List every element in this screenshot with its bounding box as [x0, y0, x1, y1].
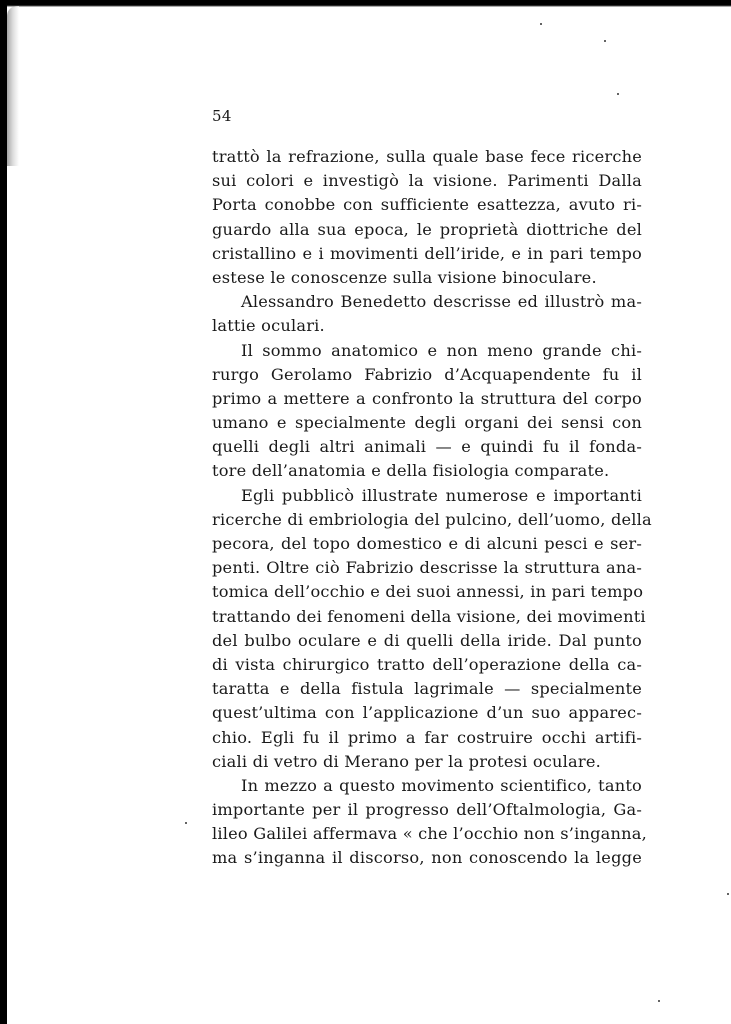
paragraph	[212, 774, 647, 871]
text-line: Alessandro Benedetto descrisse ed illustrò ma-	[241, 292, 642, 312]
scan-speck	[540, 23, 542, 25]
text-line: Porta conobbe con sufficiente esattezza, avuto ri-	[212, 195, 642, 215]
text-line: ricerche di embriologia del pulcino, dell’uomo, della	[212, 509, 652, 529]
scan-speck	[604, 40, 606, 42]
scan-binding-edge	[0, 0, 7, 1024]
paragraph	[212, 339, 642, 484]
paragraph	[212, 484, 652, 774]
text-line: sui colori e investigò la visione. Parimenti Dalla	[212, 171, 642, 191]
text-line: lattie oculari.	[212, 316, 325, 336]
scan-speck	[727, 893, 729, 895]
text-line: primo a mettere a confronto la struttura del corpo	[212, 388, 642, 408]
text-line: lileo Galilei affermava « che l’occhio non s’inganna,	[212, 824, 647, 844]
text-line: Il sommo anatomico e non meno grande chi-	[241, 340, 642, 360]
scan-speck	[617, 93, 619, 95]
scan-binding-shadow	[7, 6, 19, 166]
scan-top-edge	[0, 0, 731, 7]
text-line: ciali di vetro di Merano per la protesi oculare.	[212, 751, 601, 771]
text-line: chio. Egli fu il primo a far costruire occhi artifi-	[212, 727, 642, 747]
scan-speck	[185, 822, 187, 824]
text-line: rurgo Gerolamo Fabrizio d’Acquapendente fu il	[212, 364, 642, 384]
text-line: Egli pubblicò illustrate numerose e importanti	[241, 485, 642, 505]
paragraph	[212, 145, 642, 290]
text-line: In mezzo a questo movimento scientifico, tanto	[241, 775, 642, 795]
text-line: di vista chirurgico tratto dell’operazione della ca-	[212, 654, 642, 674]
text-line: quelli degli altri animali — e quindi fu il fonda-	[212, 437, 642, 457]
text-line: pecora, del topo domestico e di alcuni pesci e ser-	[212, 534, 642, 553]
text-line: estese le conoscenze sulla visione binoculare.	[212, 267, 597, 287]
text-line: tore dell’anatomia e della fisiologia comparate.	[212, 461, 610, 481]
text-line: cristallino e i movimenti dell’iride, e in pari tempo	[212, 243, 642, 263]
text-line: taratta e della fistula lagrimale — specialmente	[212, 679, 642, 699]
text-line: quest’ultima con l’applicazione d’un suo apparec-	[212, 703, 642, 723]
page-number: 54	[212, 107, 232, 125]
text-line: trattò la refrazione, sulla quale base fece ricerche	[212, 147, 642, 166]
text-line: ma s’inganna il discorso, non conoscendo la legge	[212, 848, 642, 868]
text-line: importante per il progresso dell’Oftalmologia, Ga-	[212, 800, 642, 820]
scan-speck	[658, 1000, 660, 1002]
paragraph	[212, 290, 642, 338]
text-line: guardo alla sua epoca, le proprietà diottriche del	[212, 219, 642, 239]
text-line: trattando dei fenomeni della visione, dei movimenti	[212, 606, 646, 626]
text-line: umano e specialmente degli organi dei sensi con	[212, 413, 642, 433]
text-line: del bulbo oculare e di quelli della iride. Dal punto	[212, 630, 642, 650]
text-line: tomica dell’occhio e dei suoi annessi, in pari tempo	[212, 582, 644, 602]
text-line: penti. Oltre ciò Fabrizio descrisse la struttura ana-	[212, 558, 642, 578]
body-text	[212, 145, 652, 871]
